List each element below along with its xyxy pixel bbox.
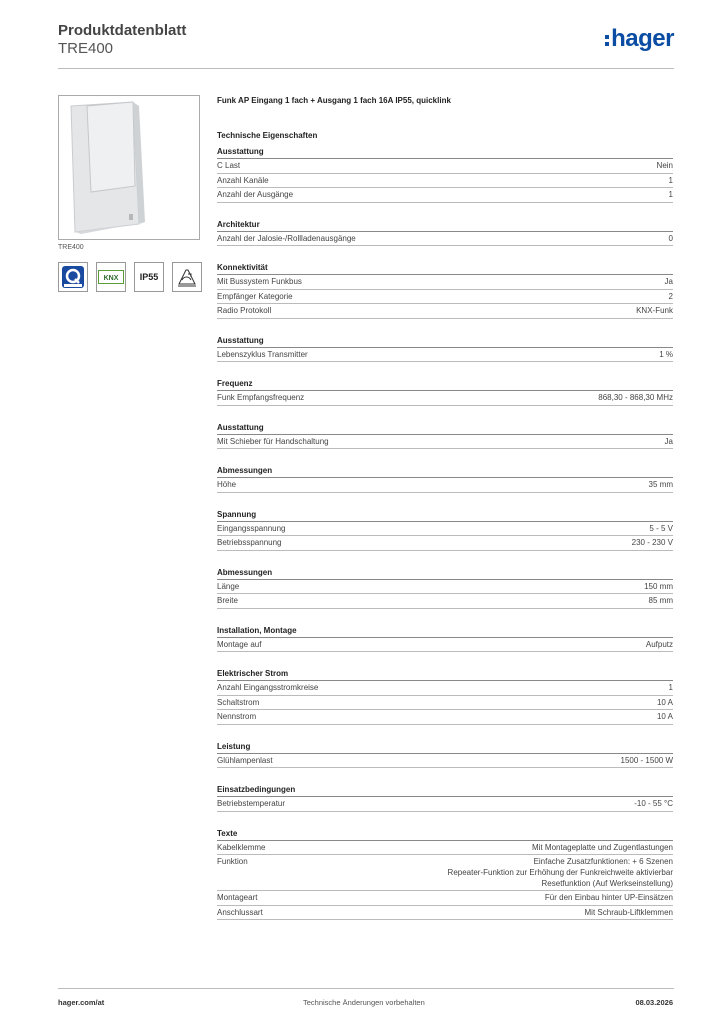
footer-divider <box>58 988 674 989</box>
spec-row <box>217 906 673 921</box>
spec-label: Anzahl Eingangsstromkreise <box>217 683 319 692</box>
spec-sheet <box>217 96 673 920</box>
spec-group <box>217 828 673 921</box>
spec-row <box>217 188 673 203</box>
spec-group-title: Ausstattung <box>217 146 673 159</box>
spec-group <box>217 219 673 247</box>
spec-value: Mit Schraub-Liftklemmen <box>584 907 673 917</box>
spec-row <box>217 348 673 363</box>
spec-group <box>217 668 673 725</box>
spec-row <box>217 232 673 247</box>
product-code: TRE400 <box>58 40 114 57</box>
spec-value: Ja <box>664 436 673 446</box>
product-title: Funk AP Eingang 1 fach + Ausgang 1 fach 16A IP55, quicklink <box>217 96 451 105</box>
spec-value: -10 - 55 °C <box>634 799 673 808</box>
spec-group <box>217 465 673 493</box>
spec-row <box>217 522 673 537</box>
footer-disclaimer: Technische Änderungen vorbehalten <box>303 998 425 1007</box>
spec-group-title: Abmessungen <box>217 465 673 478</box>
spec-row <box>217 159 673 174</box>
spec-label: Betriebsspannung <box>217 538 282 547</box>
spec-value: 1 % <box>659 349 673 359</box>
spec-label: Mit Schieber für Handschaltung <box>217 436 329 446</box>
spec-group-title: Ausstattung <box>217 422 673 435</box>
product-image <box>58 95 200 240</box>
spec-group-title: Texte <box>217 828 673 841</box>
spec-group-title: Leistung <box>217 741 673 754</box>
spec-value: 150 mm <box>644 581 673 591</box>
spec-row <box>217 594 673 609</box>
spec-label: Kabelklemme <box>217 842 266 852</box>
spec-group <box>217 422 673 450</box>
spec-group <box>217 741 673 769</box>
certification-badges <box>58 262 202 292</box>
spec-label: C Last <box>217 161 241 170</box>
spec-value: 5 - 5 V <box>649 523 673 533</box>
spec-row <box>217 290 673 305</box>
spec-row <box>217 638 673 653</box>
spec-row <box>217 174 673 189</box>
spec-group <box>217 784 673 812</box>
spec-row <box>217 710 673 725</box>
spec-row <box>217 536 673 551</box>
spec-row <box>217 891 673 906</box>
spec-group-title: Frequenz <box>217 378 673 391</box>
spec-value: 10 A <box>656 697 673 707</box>
spec-row <box>217 435 673 450</box>
spec-row <box>217 841 673 856</box>
spec-row <box>217 696 673 711</box>
section-heading: Technische Eigenschaften <box>217 131 318 140</box>
spec-group <box>217 378 673 406</box>
spec-label: Nennstrom <box>217 712 257 721</box>
spec-group-title: Ausstattung <box>217 335 673 348</box>
spec-label: Anschlussart <box>217 907 263 917</box>
spec-group-title: Installation, Montage <box>217 625 673 638</box>
spec-value: Aufputz <box>645 639 673 649</box>
spec-value: 230 - 230 V <box>631 538 673 547</box>
recycle-icon <box>172 262 202 292</box>
spec-label: Funk Empfangsfrequenz <box>217 393 305 402</box>
header-divider <box>58 68 674 69</box>
spec-group <box>217 335 673 363</box>
spec-value: Für den Einbau hinter UP-Einsätzen <box>544 893 673 902</box>
spec-label: Montageart <box>217 893 258 902</box>
spec-row <box>217 391 673 406</box>
footer-website-link[interactable]: hager.com/at <box>58 998 105 1007</box>
spec-value: KNX-Funk <box>636 306 673 315</box>
spec-value: 85 mm <box>648 596 673 605</box>
spec-row <box>217 478 673 493</box>
spec-group-title: Abmessungen <box>217 567 673 580</box>
spec-label: Mit Bussystem Funkbus <box>217 277 302 286</box>
spec-group-title: Einsatzbedingungen <box>217 784 673 797</box>
spec-label: Eingangsspannung <box>217 523 286 533</box>
spec-row <box>217 275 673 290</box>
spec-value: 1 <box>668 190 673 199</box>
spec-label: Anzahl Kanäle <box>217 175 269 185</box>
spec-label: Betriebstemperatur <box>217 799 286 808</box>
spec-row <box>217 855 673 891</box>
hager-logo[interactable] <box>605 27 674 51</box>
spec-value: Mit Montageplatte und Zugentlastungen <box>532 842 673 852</box>
knx-badge <box>96 262 126 292</box>
spec-value: 1 <box>668 175 673 185</box>
spec-value: 1 <box>668 683 673 692</box>
spec-group-title: Konnektivität <box>217 262 673 275</box>
spec-group-title: Spannung <box>217 509 673 522</box>
page-title: Produktdatenblatt <box>58 22 187 39</box>
footer-date: 08.03.2026 <box>635 998 673 1007</box>
spec-value: 868,30 - 868,30 MHz <box>598 393 673 402</box>
spec-group-title: Architektur <box>217 219 673 232</box>
spec-label: Breite <box>217 596 238 605</box>
spec-group <box>217 567 673 609</box>
spec-row <box>217 797 673 812</box>
spec-group <box>217 509 673 551</box>
spec-value: 1500 - 1500 W <box>620 755 673 765</box>
spec-value: 35 mm <box>648 480 673 489</box>
spec-label: Anzahl der Ausgänge <box>217 190 294 199</box>
logo-dots <box>605 35 609 46</box>
svg-text:KNX: KNX <box>103 275 119 282</box>
spec-value: 10 A <box>656 712 673 721</box>
spec-value: 0 <box>668 233 673 243</box>
spec-label: Höhe <box>217 480 237 489</box>
spec-row <box>217 754 673 769</box>
spec-label: Empfänger Kategorie <box>217 291 293 301</box>
spec-label: Montage auf <box>217 639 262 649</box>
spec-label: Lebenszyklus Transmitter <box>217 349 308 359</box>
spec-label: Anzahl der Jalosie-/Rollladenausgänge <box>217 233 356 243</box>
spec-row <box>217 304 673 319</box>
spec-group <box>217 625 673 653</box>
spec-row <box>217 580 673 595</box>
spec-group-title: Elektrischer Strom <box>217 668 673 681</box>
logo-text: hager <box>611 25 674 52</box>
spec-value: 2 <box>668 291 673 301</box>
quality-badge <box>58 262 88 292</box>
spec-value: Nein <box>656 161 673 170</box>
spec-value: Ja <box>664 277 673 286</box>
spec-value: Einfache Zusatzfunktionen: + 6 Szenen Repeater-Funktion zur Erhöhung der Funkreichweite aktivierbar Resetfunktion (Auf Werkseinstellung) <box>447 857 673 888</box>
spec-group <box>217 146 673 203</box>
spec-group <box>217 262 673 319</box>
spec-label: Funktion <box>217 857 248 866</box>
spec-groups <box>217 146 673 920</box>
spec-label: Länge <box>217 581 240 591</box>
spec-row <box>217 681 673 696</box>
spec-label: Radio Protokoll <box>217 306 272 315</box>
spec-label: Schaltstrom <box>217 697 260 707</box>
ip55-badge: IP55 <box>134 262 164 292</box>
spec-label: Glühlampenlast <box>217 755 273 765</box>
product-image-label: TRE400 <box>58 244 84 251</box>
